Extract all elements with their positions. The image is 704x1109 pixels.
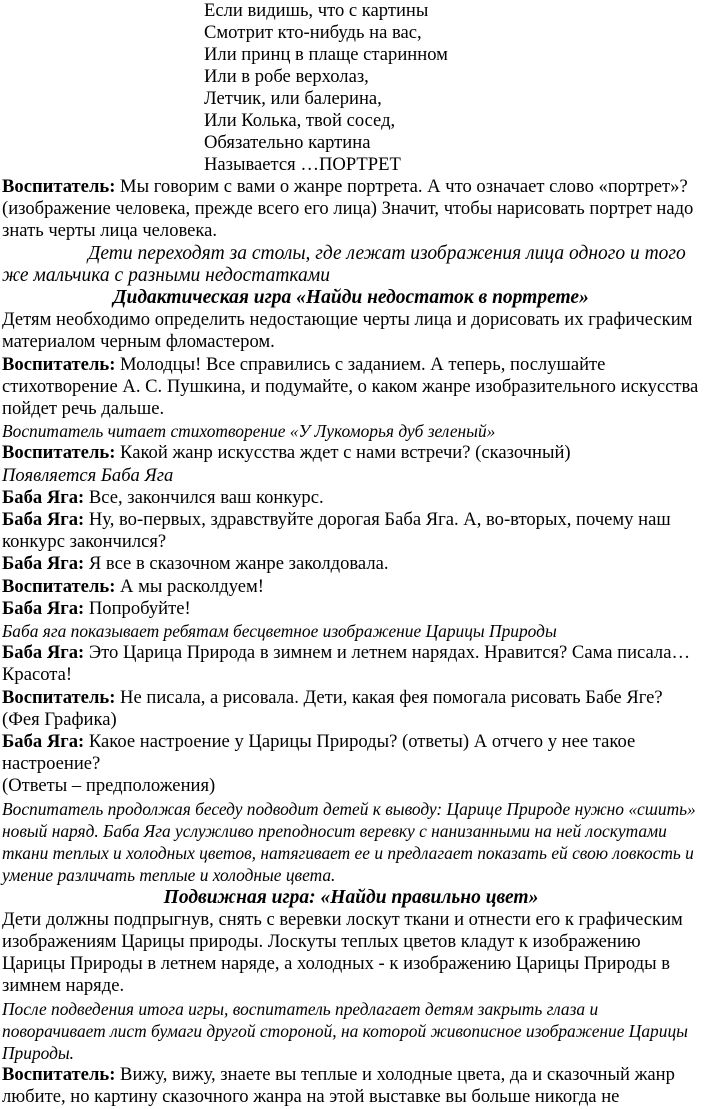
section-heading: Дидактическая игра «Найди недостаток в портрете» <box>113 287 589 309</box>
poem-line: Называется …ПОРТРЕТ <box>204 154 401 175</box>
dialogue-text: Попробуйте! <box>84 597 191 619</box>
speaker-label: Баба Яга: <box>2 509 85 531</box>
dialogue-paragraph <box>0 598 704 620</box>
dialogue-text: Мы говорим с вами о жанре портрета. А что означает слово «портрет»? (изображение человека, прежде всего его лица) Значит, чтобы нарисовать портрет надо знать черты лица человека. <box>2 176 694 242</box>
dialogue-text: Какой жанр искусства ждет с нами встречи? (сказочный) <box>115 442 571 464</box>
speaker-label: Воспитатель: <box>2 1064 116 1086</box>
poem-line: Или Колька, твой сосед, <box>204 110 396 131</box>
speaker-label: Воспитатель: <box>2 176 116 197</box>
section-heading: Подвижная игра: «Найди правильно цвет» <box>163 886 539 908</box>
stage-direction: Появляется Баба Яга <box>2 464 174 486</box>
dialogue-paragraph <box>0 509 704 553</box>
poem-line: Смотрит кто-нибудь на вас, <box>204 22 422 43</box>
dialogue-paragraph <box>0 487 704 509</box>
dialogue-text: А мы расколдуем! <box>115 575 264 597</box>
poem-line: Или в робе верхолаз, <box>204 66 369 87</box>
dialogue-text: Молодцы! Все справились с заданием. А теперь, послушайте стихотворение А. С. Пушкина, и подумайте, о каком жанре изобразительного искусства пойдет речь дальше. <box>2 353 699 420</box>
stage-direction: Баба яга показывает ребятам бесцветное изображение Царицы Природы <box>2 621 557 642</box>
dialogue-paragraph <box>0 1064 704 1108</box>
dialogue-text: Все, закончился ваш конкурс. <box>84 486 324 508</box>
paragraph: Дети должны подпрыгнув, снять с веревки лоскут ткани и отнести его к графическим изображениям Царицы природы. Лоскуты теплых цветов кладут к изображению Царицы Природы в летнем наряде, а холодных - к изображению Царицы Природы в зимнем наряде. <box>2 908 683 997</box>
dialogue-paragraph <box>0 642 704 686</box>
poem-line: Если видишь, что с картины <box>204 0 429 21</box>
poem-line: Или принц в плаще старинном <box>204 44 448 65</box>
poem <box>0 0 704 176</box>
poem-line: Летчик, или балерина, <box>204 88 382 109</box>
speaker-label: Баба Яга: <box>2 642 85 664</box>
stage-direction: После подведения итога игры, воспитатель предлагает детям закрыть глаза и поворачивает лист бумаги другой стороной, на которой живописное изображение Царицы Природы. <box>2 998 688 1063</box>
speaker-label: Баба Яга: <box>2 597 85 619</box>
speaker-label: Баба Яга: <box>2 486 85 508</box>
paragraph: (Ответы – предположения) <box>2 775 216 797</box>
speaker-label: Баба Яга: <box>2 731 85 753</box>
paragraph: Детям необходимо определить недостающие черты лица и дорисовать их графическим материалом черным фломастером. <box>2 309 693 353</box>
dialogue-paragraph <box>0 553 704 575</box>
dialogue-text: Это Царица Природа в зимнем и летнем нарядах. Нравится? Сама писала… Красота! <box>2 642 691 686</box>
speaker-label: Воспитатель: <box>2 575 116 597</box>
dialogue-paragraph <box>0 731 704 775</box>
stage-direction: Воспитатель продолжая беседу подводит детей к выводу: Царице Природе нужно «сшить» новый наряд. Баба Яга услужливо преподносит веревку с нанизанными на ней лоскутами ткани теплых и холодных цветов, натягивает ее и предлагает показать ей свою ловкость и умение различать теплые и холодные цвета. <box>2 798 696 886</box>
dialogue-paragraph <box>0 576 704 598</box>
speaker-label: Воспитатель: <box>2 686 116 708</box>
speaker-label: Воспитатель: <box>2 442 116 464</box>
dialogue-text: Ну, во-первых, здравствуйте дорогая Баба Яга. А, во-вторых, почему наш конкурс закончился? <box>2 509 671 553</box>
dialogue-paragraph <box>0 442 704 464</box>
stage-direction: Воспитатель читает стихотворение «У Лукоморья дуб зеленый» <box>2 421 496 442</box>
dialogue-text: Я все в сказочном жанре заколдовала. <box>84 553 389 575</box>
dialogue-paragraph <box>0 687 704 731</box>
dialogue-text: Вижу, вижу, знаете вы теплые и холодные цвета, да и сказочный жанр любите, но картину сказочного жанра на этой выставке вы больше никогда не <box>2 1064 675 1108</box>
dialogue-text: Не писала, а рисовала. Дети, какая фея помогала рисовать Бабе Яге? (Фея Графика) <box>2 686 663 730</box>
dialogue-text: Какое настроение у Царицы Природы? (ответы) А отчего у нее такое настроение? <box>2 731 636 775</box>
poem-line: Обязательно картина <box>204 132 371 153</box>
stage-direction: Дети переходят за столы, где лежат изображения лица одного и того же мальчика с разными недостатками <box>2 242 686 286</box>
speaker-label: Воспитатель: <box>2 353 116 375</box>
dialogue-paragraph <box>0 354 704 421</box>
speaker-label: Баба Яга: <box>2 553 85 575</box>
dialogue-paragraph <box>0 176 704 243</box>
